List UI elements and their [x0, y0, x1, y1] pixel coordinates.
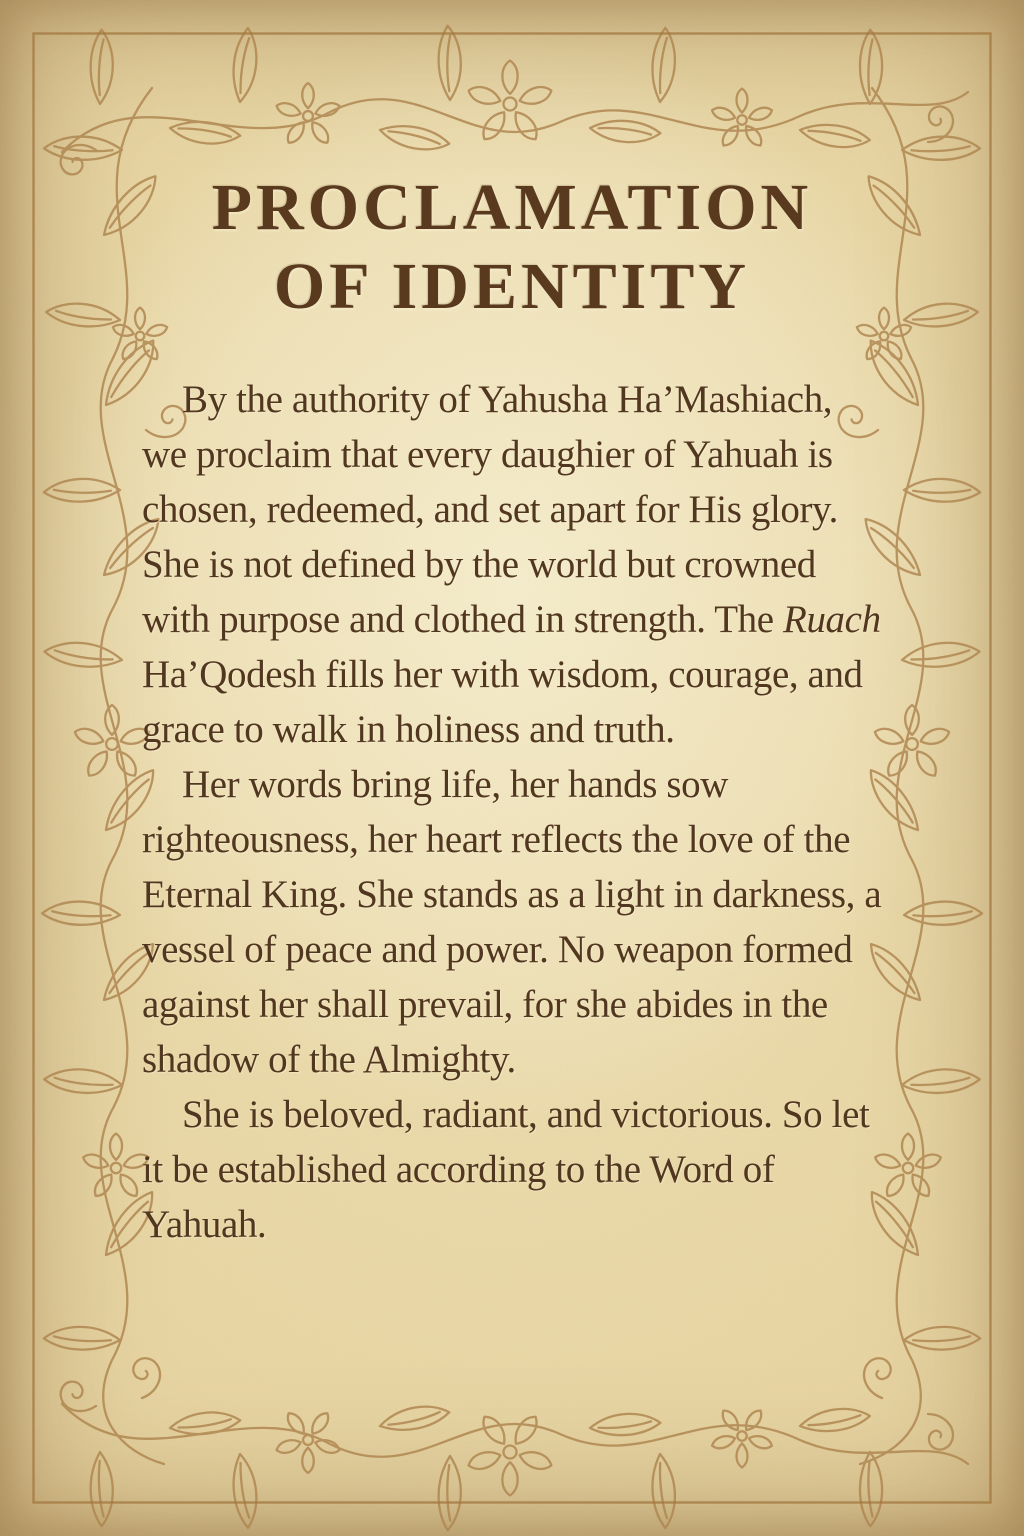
page-title	[142, 168, 882, 326]
paragraph-2: Her words bring life, her hands sow righteousness, her heart reflects the love of the Eternal King. She stands as a light in darkness, a vessel of peace and power. No weapon formed against her shall prevail, for she abides in the shadow of the Almighty.	[142, 763, 882, 1082]
paragraph-1: By the authority of Yahusha Ha’Mashiach, we proclaim that every daughier of Yahuah is chosen, redeemed, and set apart for His glory. She is not defined by the world but crowned with purpose and clothed in strength. The Ruach Ha’Qodesh fills her with wisdom, courage, and grace to walk in holiness and truth.	[142, 378, 881, 752]
proclamation-content	[142, 168, 882, 1252]
paragraph-3: She is beloved, radiant, and victorious. So let it be established according to the Word of Yahuah.	[142, 1093, 870, 1247]
title-line-1: PROCLAMATION	[211, 171, 813, 244]
title-line-2: OF IDENTITY	[273, 250, 751, 324]
italic-term: Ruach	[783, 598, 881, 642]
proclamation-body	[142, 372, 882, 1252]
